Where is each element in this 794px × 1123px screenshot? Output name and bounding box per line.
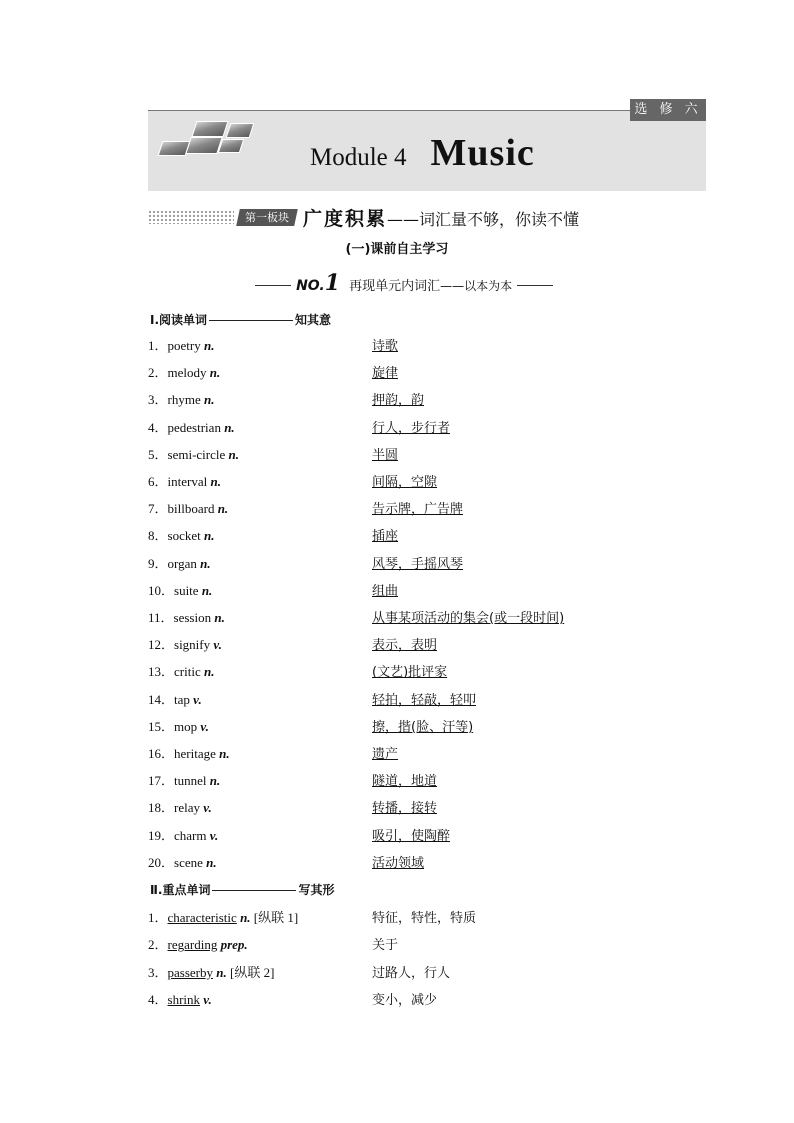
list-item <box>148 689 708 711</box>
word-entry: 5．semi-circle n. <box>148 446 239 462</box>
no1-heading: NO.1 再现单元内词汇——以本为本 <box>255 270 569 296</box>
word-entry: 3．rhyme n. <box>148 392 215 408</box>
list-item <box>148 852 708 874</box>
list-item <box>148 525 708 547</box>
word-meaning: 半圆 <box>372 447 399 463</box>
list-item <box>148 607 708 629</box>
dotted-decoration <box>148 210 234 224</box>
word-meaning: 活动领域 <box>372 855 425 871</box>
word-meaning: 间隔，空隙 <box>372 475 438 490</box>
word-meaning: 隧道，地道 <box>372 774 438 790</box>
part2-heading: Ⅱ.重点单词 写其形 <box>150 883 335 897</box>
word-entry: 19．charm v. <box>148 827 219 843</box>
word-entry: 3．passerby n. [纵联 2] <box>148 964 275 980</box>
word-entry: 4．pedestrian n. <box>148 419 235 435</box>
list-item <box>148 389 708 411</box>
list-item <box>148 417 708 439</box>
word-meaning: 变小，减少 <box>372 993 438 1009</box>
word-meaning: 特征，特性，特质 <box>372 911 477 926</box>
word-entry: 10．suite n. <box>148 582 213 598</box>
word-meaning: 表示，表明 <box>372 638 438 654</box>
word-meaning: 插座 <box>372 529 399 545</box>
word-meaning: 吸引，使陶醉 <box>372 828 451 844</box>
word-entry: 2．melody n. <box>148 365 221 381</box>
list-item <box>148 934 708 956</box>
list-item <box>148 962 708 984</box>
word-entry: 12．signify v. <box>148 637 222 653</box>
banner-photo-collage <box>158 121 253 161</box>
section-title: 广度积累——词汇量不够，你读不懂 <box>303 208 580 230</box>
word-entry: 6．interval n. <box>148 474 221 489</box>
module-number: Module 4 <box>310 144 407 171</box>
word-meaning: 关于 <box>372 938 399 954</box>
word-meaning: 遗产 <box>372 747 399 762</box>
list-item <box>148 716 708 738</box>
module-name: Music <box>430 132 535 174</box>
word-meaning: 擦，揩(脸、汗等) <box>372 719 474 735</box>
list-item <box>148 989 708 1011</box>
word-meaning: 过路人，行人 <box>372 965 451 981</box>
list-item <box>148 498 708 520</box>
list-item <box>148 444 708 466</box>
volume-tag: 选 修 六 <box>630 99 706 121</box>
word-entry: 13．critic n. <box>148 664 215 680</box>
word-entry: 8．socket n. <box>148 528 215 544</box>
word-meaning: 诗歌 <box>372 339 399 354</box>
subtitle: (一)课前自主学习 <box>345 242 449 257</box>
list-item <box>148 661 708 683</box>
word-meaning: 从事某项活动的集会(或一段时间) <box>372 611 565 626</box>
list-item <box>148 634 708 656</box>
list-item <box>148 335 708 357</box>
list-item <box>148 770 708 792</box>
word-entry: 18．relay v. <box>148 800 212 816</box>
list-item <box>148 743 708 765</box>
word-meaning: (文艺)批评家 <box>372 665 448 681</box>
module-banner <box>148 102 706 191</box>
word-entry: 4．shrink v. <box>148 992 212 1008</box>
part1-heading: Ⅰ.阅读单词 知其意 <box>150 313 332 327</box>
word-meaning: 轻拍，轻敲，轻叩 <box>372 692 477 708</box>
list-item <box>148 797 708 819</box>
list-item <box>148 553 708 575</box>
word-entry: 20．scene n. <box>148 854 217 870</box>
list-item <box>148 362 708 384</box>
word-entry: 2．regarding prep. <box>148 937 248 953</box>
module-title <box>310 131 535 177</box>
word-entry: 11．session n. <box>148 610 225 625</box>
word-meaning: 告示牌，广告牌 <box>372 502 464 518</box>
section-badge: 第一板块 <box>236 209 298 226</box>
list-item <box>148 471 708 493</box>
word-entry: 16．heritage n. <box>148 746 230 761</box>
word-meaning: 行人，步行者 <box>372 420 451 436</box>
word-entry: 7．billboard n. <box>148 501 229 517</box>
section-header <box>148 204 618 230</box>
list-item <box>148 580 708 602</box>
word-entry: 1．characteristic n. [纵联 1] <box>148 910 299 925</box>
list-item <box>148 907 708 929</box>
word-meaning: 组曲 <box>372 583 399 599</box>
list-item <box>148 825 708 847</box>
word-entry: 14．tap v. <box>148 691 202 707</box>
word-entry: 1．poetry n. <box>148 338 215 353</box>
word-entry: 9．organ n. <box>148 555 211 571</box>
word-meaning: 旋律 <box>372 366 399 382</box>
word-entry: 17．tunnel n. <box>148 773 221 789</box>
word-meaning: 风琴，手摇风琴 <box>372 556 464 572</box>
word-meaning: 押韵，韵 <box>372 393 425 409</box>
word-meaning: 转播，接转 <box>372 801 438 817</box>
word-entry: 15．mop v. <box>148 718 209 734</box>
